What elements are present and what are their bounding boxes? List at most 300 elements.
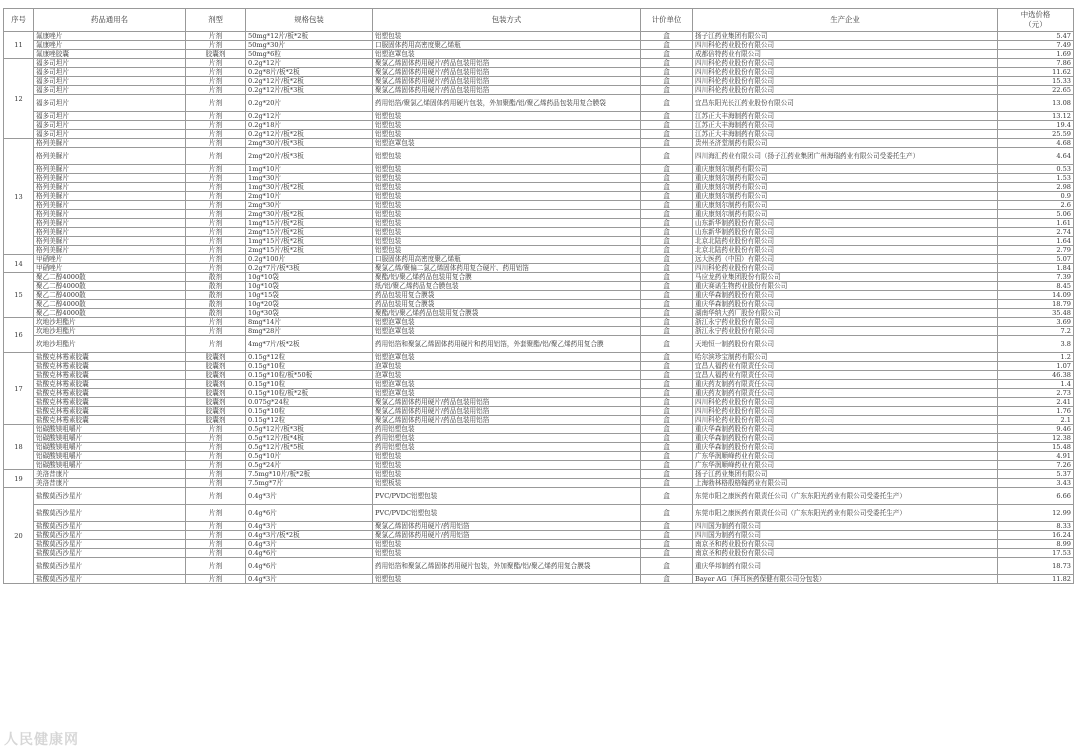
manufacturer-cell: 重庆康刻尔制药有限公司 [693,210,998,219]
price-cell: 11.82 [998,575,1074,584]
spec-cell: 0.5g*10片 [246,452,373,461]
packaging-cell: 聚氯乙烯固体药用硬片/药品包装用铝箔 [373,59,641,68]
spec-cell: 0.15g*10粒 [246,362,373,371]
packaging-cell: 铝塑包装 [373,192,641,201]
manufacturer-cell: 江苏正大丰海制药有限公司 [693,121,998,130]
price-cell: 3.8 [998,336,1074,353]
spec-cell: 0.2g*20片 [246,95,373,112]
drug-name-cell: 福多司坦片 [34,86,186,95]
spec-cell: 8mg*28片 [246,327,373,336]
dosage-form-cell: 胶囊剂 [186,362,246,371]
unit-cell: 盒 [641,219,693,228]
drug-name-cell: 甲硝唑片 [34,264,186,273]
unit-cell: 盒 [641,121,693,130]
spec-cell: 0.5g*12片/板*5板 [246,443,373,452]
price-cell: 13.08 [998,95,1074,112]
seq-cell: 19 [4,470,34,488]
packaging-cell: 铝塑板装 [373,479,641,488]
drug-name-cell: 格列美脲片 [34,174,186,183]
table-row [4,416,1074,425]
drug-name-cell: 铝碳酸镁咀嚼片 [34,461,186,470]
spec-cell: 1mg*15片/板*2板 [246,219,373,228]
dosage-form-cell: 胶囊剂 [186,416,246,425]
packaging-cell: 铝塑包装 [373,228,641,237]
unit-cell: 盒 [641,443,693,452]
spec-cell: 0.2g*12片/板*2板 [246,77,373,86]
packaging-cell: 铝塑包装 [373,452,641,461]
manufacturer-cell: 宜昌人福药业有限责任公司 [693,371,998,380]
spec-cell: 50mg*6粒 [246,50,373,59]
packaging-cell: 铝塑包装 [373,201,641,210]
price-cell: 1.61 [998,219,1074,228]
manufacturer-cell: 四川科伦药业股份有限公司 [693,41,998,50]
manufacturer-cell: 扬子江药业集团有限公司 [693,32,998,41]
packaging-cell: 铝塑包装 [373,183,641,192]
table-row [4,309,1074,318]
spec-cell: 0.15g*12粒 [246,416,373,425]
drug-name-cell: 福多司坦片 [34,130,186,139]
spec-cell: 2mg*10片 [246,192,373,201]
header-price-line2: （元） [1024,20,1047,29]
price-cell: 18.79 [998,300,1074,309]
dosage-form-cell: 片剂 [186,505,246,522]
table-row [4,273,1074,282]
unit-cell: 盒 [641,210,693,219]
drug-name-cell: 坎地沙坦酯片 [34,336,186,353]
drug-name-cell: 格列美脲片 [34,228,186,237]
unit-cell: 盒 [641,461,693,470]
packaging-cell: 聚氯乙烯/聚偏二氯乙烯固体药用复合硬片、药用铝箔 [373,264,641,273]
manufacturer-cell: 重庆赛诺生物药业股份有限公司 [693,282,998,291]
seq-cell: 15 [4,273,34,318]
dosage-form-cell: 散剂 [186,309,246,318]
packaging-cell: 铝塑包装 [373,540,641,549]
dosage-form-cell: 胶囊剂 [186,50,246,59]
seq-cell: 17 [4,353,34,425]
table-row [4,50,1074,59]
spec-cell: 0.15g*12粒 [246,353,373,362]
drug-name-cell: 福多司坦片 [34,59,186,68]
drug-name-cell: 坎地沙坦酯片 [34,327,186,336]
drug-name-cell: 氟康唑片 [34,32,186,41]
drug-name-cell: 盐酸莫西沙星片 [34,558,186,575]
table-row [4,540,1074,549]
dosage-form-cell: 片剂 [186,488,246,505]
dosage-form-cell: 片剂 [186,522,246,531]
price-cell: 1.69 [998,50,1074,59]
unit-cell: 盒 [641,540,693,549]
manufacturer-cell: 上海勃林格殷格翰药业有限公司 [693,479,998,488]
manufacturer-cell: 四川科伦药业股份有限公司 [693,407,998,416]
manufacturer-cell: 四川科伦药业股份有限公司 [693,68,998,77]
header-manufacturer: 生产企业 [693,9,998,32]
dosage-form-cell: 片剂 [186,540,246,549]
manufacturer-cell: 重庆华邦制药有限公司 [693,558,998,575]
table-row [4,443,1074,452]
spec-cell: 1mg*30片 [246,174,373,183]
drug-name-cell: 氟康唑胶囊 [34,50,186,59]
price-cell: 2.73 [998,389,1074,398]
manufacturer-cell: Bayer AG（拜耳医药保健有限公司分包装） [693,575,998,584]
dosage-form-cell: 片剂 [186,121,246,130]
packaging-cell: 药品包装用复合膜袋 [373,291,641,300]
price-cell: 4.68 [998,139,1074,148]
table-row [4,389,1074,398]
table-row [4,237,1074,246]
unit-cell: 盒 [641,264,693,273]
unit-cell: 盒 [641,309,693,318]
dosage-form-cell: 散剂 [186,291,246,300]
price-cell: 18.73 [998,558,1074,575]
manufacturer-cell: 重庆康刻尔制药有限公司 [693,183,998,192]
unit-cell: 盒 [641,505,693,522]
drug-name-cell: 格列美脲片 [34,192,186,201]
unit-cell: 盒 [641,201,693,210]
table-row [4,228,1074,237]
price-cell: 0.9 [998,192,1074,201]
drug-name-cell: 盐酸克林霉素胶囊 [34,371,186,380]
packaging-cell: 聚氯乙烯固体药用硬片/药用铝箔 [373,531,641,540]
dosage-form-cell: 片剂 [186,139,246,148]
spec-cell: 10g*20袋 [246,300,373,309]
unit-cell: 盒 [641,246,693,255]
table-row [4,291,1074,300]
drug-name-cell: 铝碳酸镁咀嚼片 [34,452,186,461]
manufacturer-cell: 四川国为制药有限公司 [693,531,998,540]
price-cell: 3.43 [998,479,1074,488]
manufacturer-cell: 重庆康刻尔制药有限公司 [693,165,998,174]
packaging-cell: 铝塑包装 [373,461,641,470]
spec-cell: 8mg*14片 [246,318,373,327]
manufacturer-cell: 宜昌东阳光长江药业股份有限公司 [693,95,998,112]
spec-cell: 0.15g*10粒/板*2板 [246,389,373,398]
seq-cell: 18 [4,425,34,470]
manufacturer-cell: 东莞市阳之康医药有限责任公司（广东东阳光药业有限公司受委托生产） [693,505,998,522]
manufacturer-cell: 马应龙药业集团股份有限公司 [693,273,998,282]
price-cell: 2.74 [998,228,1074,237]
unit-cell: 盒 [641,95,693,112]
price-cell: 19.4 [998,121,1074,130]
unit-cell: 盒 [641,425,693,434]
packaging-cell: 药用铝塑包装 [373,425,641,434]
spec-cell: 1mg*30片/板*2板 [246,183,373,192]
unit-cell: 盒 [641,237,693,246]
drug-name-cell: 氟康唑片 [34,41,186,50]
price-cell: 8.45 [998,282,1074,291]
dosage-form-cell: 片剂 [186,112,246,121]
spec-cell: 0.4g*3片 [246,540,373,549]
drug-name-cell: 坎地沙坦酯片 [34,318,186,327]
dosage-form-cell: 片剂 [186,318,246,327]
manufacturer-cell: 重庆康刻尔制药有限公司 [693,201,998,210]
manufacturer-cell: 重庆华森制药股份有限公司 [693,300,998,309]
price-cell: 1.64 [998,237,1074,246]
price-cell: 9.46 [998,425,1074,434]
header-spec: 规格包装 [246,9,373,32]
packaging-cell: 铝塑泡罩包装 [373,389,641,398]
dosage-form-cell: 片剂 [186,130,246,139]
header-unit: 计价单位 [641,9,693,32]
manufacturer-cell: 重庆药友制药有限责任公司 [693,380,998,389]
dosage-form-cell: 散剂 [186,282,246,291]
drug-name-cell: 格列美脲片 [34,148,186,165]
price-cell: 25.59 [998,130,1074,139]
spec-cell: 1mg*15片/板*2板 [246,237,373,246]
price-cell: 7.39 [998,273,1074,282]
seq-cell: 11 [4,32,34,59]
packaging-cell: 铝塑包装 [373,575,641,584]
dosage-form-cell: 片剂 [186,327,246,336]
packaging-cell: 聚氯乙烯固体药用硬片/药品包装用铝箔 [373,407,641,416]
table-row [4,362,1074,371]
packaging-cell: 聚氯乙烯固体药用硬片/药品包装用铝箔 [373,416,641,425]
price-cell: 11.62 [998,68,1074,77]
dosage-form-cell: 片剂 [186,479,246,488]
unit-cell: 盒 [641,255,693,264]
drug-name-cell: 美洛昔康片 [34,479,186,488]
manufacturer-cell: 四川科伦药业股份有限公司 [693,77,998,86]
packaging-cell: PVC/PVDC铝塑包装 [373,505,641,522]
spec-cell: 0.2g*12片 [246,59,373,68]
unit-cell: 盒 [641,531,693,540]
spec-cell: 2mg*15片/板*2板 [246,228,373,237]
spec-cell: 0.4g*6片 [246,549,373,558]
unit-cell: 盒 [641,192,693,201]
dosage-form-cell: 片剂 [186,219,246,228]
packaging-cell: 铝塑包装 [373,219,641,228]
table-row [4,282,1074,291]
drug-name-cell: 铝碳酸镁咀嚼片 [34,425,186,434]
drug-name-cell: 盐酸莫西沙星片 [34,522,186,531]
table-body [4,32,1074,584]
spec-cell: 0.2g*12片 [246,112,373,121]
table-row [4,558,1074,575]
drug-name-cell: 甲硝唑片 [34,255,186,264]
drug-name-cell: 盐酸莫西沙星片 [34,575,186,584]
table-row [4,470,1074,479]
table-row [4,461,1074,470]
drug-name-cell: 盐酸克林霉素胶囊 [34,380,186,389]
packaging-cell: 聚氯乙烯固体药用硬片/药品包装用铝箔 [373,77,641,86]
header-drug-name: 药品通用名 [34,9,186,32]
spec-cell: 4mg*7片/板*2板 [246,336,373,353]
unit-cell: 盒 [641,479,693,488]
manufacturer-cell: 山东新华制药股份有限公司 [693,219,998,228]
dosage-form-cell: 片剂 [186,558,246,575]
spec-cell: 0.4g*6片 [246,558,373,575]
unit-cell: 盒 [641,327,693,336]
dosage-form-cell: 胶囊剂 [186,371,246,380]
spec-cell: 2mg*30片/板*2板 [246,210,373,219]
dosage-form-cell: 胶囊剂 [186,353,246,362]
price-cell: 1.84 [998,264,1074,273]
unit-cell: 盒 [641,183,693,192]
unit-cell: 盒 [641,336,693,353]
unit-cell: 盒 [641,282,693,291]
spec-cell: 0.4g*3片 [246,575,373,584]
unit-cell: 盒 [641,380,693,389]
price-cell: 15.48 [998,443,1074,452]
seq-cell: 14 [4,255,34,273]
dosage-form-cell: 片剂 [186,237,246,246]
unit-cell: 盒 [641,353,693,362]
spec-cell: 0.4g*6片 [246,505,373,522]
manufacturer-cell: 四川国为制药有限公司 [693,522,998,531]
table-row [4,522,1074,531]
table-row [4,371,1074,380]
dosage-form-cell: 片剂 [186,264,246,273]
spec-cell: 0.2g*100片 [246,255,373,264]
dosage-form-cell: 片剂 [186,246,246,255]
spec-cell: 0.2g*8片/板*2板 [246,68,373,77]
table-row [4,77,1074,86]
spec-cell: 50mg*12片/板*2板 [246,32,373,41]
table-row [4,148,1074,165]
price-cell: 13.12 [998,112,1074,121]
spec-cell: 0.2g*7片/板*3板 [246,264,373,273]
dosage-form-cell: 片剂 [186,183,246,192]
spec-cell: 0.4g*3片/板*2板 [246,531,373,540]
unit-cell: 盒 [641,165,693,174]
drug-name-cell: 格列美脲片 [34,237,186,246]
dosage-form-cell: 片剂 [186,165,246,174]
price-cell: 1.4 [998,380,1074,389]
drug-name-cell: 盐酸克林霉素胶囊 [34,389,186,398]
packaging-cell: 铝塑泡罩包装 [373,380,641,389]
dosage-form-cell: 片剂 [186,575,246,584]
manufacturer-cell: 湖南华纳大药厂股份有限公司 [693,309,998,318]
manufacturer-cell: 四川科伦药业股份有限公司 [693,59,998,68]
unit-cell: 盒 [641,575,693,584]
table-row [4,479,1074,488]
manufacturer-cell: 重庆康刻尔制药有限公司 [693,174,998,183]
packaging-cell: 泡罩包装 [373,362,641,371]
drug-name-cell: 盐酸莫西沙星片 [34,488,186,505]
dosage-form-cell: 胶囊剂 [186,407,246,416]
packaging-cell: 聚氯乙烯固体药用硬片/药用铝箔 [373,522,641,531]
dosage-form-cell: 片剂 [186,41,246,50]
dosage-form-cell: 胶囊剂 [186,389,246,398]
unit-cell: 盒 [641,148,693,165]
price-cell: 4.64 [998,148,1074,165]
packaging-cell: 聚氯乙烯固体药用硬片/药品包装用铝箔 [373,398,641,407]
dosage-form-cell: 片剂 [186,192,246,201]
packaging-cell: 铝塑包装 [373,121,641,130]
manufacturer-cell: 成都倍特药业有限公司 [693,50,998,59]
dosage-form-cell: 散剂 [186,273,246,282]
dosage-form-cell: 片剂 [186,452,246,461]
drug-name-cell: 格列美脲片 [34,210,186,219]
table-row [4,380,1074,389]
dosage-form-cell: 片剂 [186,210,246,219]
packaging-cell: 聚酯/铝/聚乙烯药品包装用复合膜 [373,273,641,282]
dosage-form-cell: 片剂 [186,425,246,434]
header-dosage-form: 剂型 [186,9,246,32]
table-row [4,201,1074,210]
dosage-form-cell: 片剂 [186,148,246,165]
packaging-cell: 铝塑包装 [373,470,641,479]
unit-cell: 盒 [641,41,693,50]
packaging-cell: 铝塑泡罩包装 [373,318,641,327]
seq-cell: 12 [4,59,34,139]
table-row [4,174,1074,183]
spec-cell: 1mg*10片 [246,165,373,174]
packaging-cell: 铝塑泡罩包装 [373,139,641,148]
manufacturer-cell: 北京北陆药业股份有限公司 [693,237,998,246]
drug-name-cell: 福多司坦片 [34,77,186,86]
dosage-form-cell: 散剂 [186,300,246,309]
table-row [4,68,1074,77]
price-cell: 7.2 [998,327,1074,336]
dosage-form-cell: 胶囊剂 [186,380,246,389]
spec-cell: 0.5g*24片 [246,461,373,470]
spec-cell: 0.2g*18片 [246,121,373,130]
manufacturer-cell: 广东华润顺峰药业有限公司 [693,461,998,470]
table-row [4,434,1074,443]
price-cell: 22.65 [998,86,1074,95]
dosage-form-cell: 片剂 [186,531,246,540]
packaging-cell: 口服固体药用高密度聚乙烯瓶 [373,41,641,50]
manufacturer-cell: 浙江永宁药业股份有限公司 [693,318,998,327]
packaging-cell: 铝塑包装 [373,210,641,219]
manufacturer-cell: 南京圣和药业股份有限公司 [693,549,998,558]
manufacturer-cell: 四川科伦药业股份有限公司 [693,86,998,95]
unit-cell: 盒 [641,86,693,95]
packaging-cell: 铝塑包装 [373,165,641,174]
dosage-form-cell: 片剂 [186,201,246,210]
drug-name-cell: 盐酸克林霉素胶囊 [34,407,186,416]
spec-cell: 7.5mg*7片 [246,479,373,488]
price-cell: 1.76 [998,407,1074,416]
spec-cell: 10g*15袋 [246,291,373,300]
drug-name-cell: 聚乙二醇4000散 [34,300,186,309]
dosage-form-cell: 片剂 [186,86,246,95]
manufacturer-cell: 重庆华森制药股份有限公司 [693,291,998,300]
unit-cell: 盒 [641,273,693,282]
dosage-form-cell: 片剂 [186,77,246,86]
seq-cell: 20 [4,488,34,584]
price-cell: 17.53 [998,549,1074,558]
table-row [4,246,1074,255]
dosage-form-cell: 片剂 [186,443,246,452]
drug-name-cell: 铝碳酸镁咀嚼片 [34,434,186,443]
unit-cell: 盒 [641,130,693,139]
price-cell: 16.24 [998,531,1074,540]
dosage-form-cell: 片剂 [186,68,246,77]
price-cell: 8.99 [998,540,1074,549]
price-cell: 1.53 [998,174,1074,183]
price-cell: 7.49 [998,41,1074,50]
manufacturer-cell: 江苏正大丰海制药有限公司 [693,130,998,139]
packaging-cell: 药用铝箔/聚氯乙烯固体药用硬片包装，外加聚酯/铝/聚乙烯药品包装用复合膜袋 [373,95,641,112]
drug-name-cell: 格列美脲片 [34,139,186,148]
seq-cell: 16 [4,318,34,353]
packaging-cell: 纸/铝/聚乙烯药品复合膜包装 [373,282,641,291]
packaging-cell: 铝塑包装 [373,148,641,165]
packaging-cell: 聚氯乙烯固体药用硬片/药品包装用铝箔 [373,68,641,77]
header-price-line1: 中选价格 [1020,10,1051,19]
unit-cell: 盒 [641,434,693,443]
packaging-cell: 铝塑泡罩包装 [373,50,641,59]
drug-name-cell: 盐酸莫西沙星片 [34,549,186,558]
drug-name-cell: 盐酸莫西沙星片 [34,531,186,540]
header-price [998,9,1074,32]
unit-cell: 盒 [641,470,693,479]
packaging-cell: 铝塑包装 [373,174,641,183]
packaging-cell: 铝塑包装 [373,112,641,121]
table-row [4,318,1074,327]
drug-name-cell: 格列美脲片 [34,219,186,228]
